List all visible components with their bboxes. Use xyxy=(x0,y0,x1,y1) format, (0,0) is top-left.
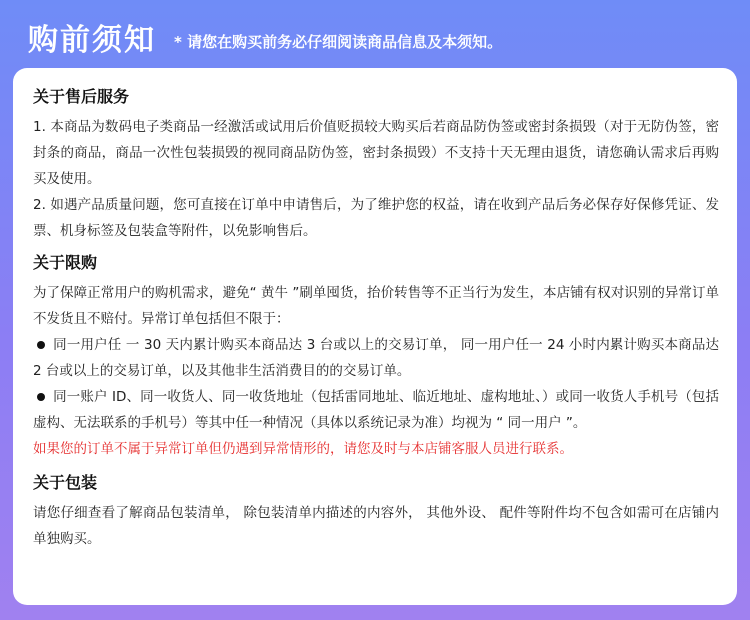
bullet-text: 同一账户 ID、同一收货人、同一收货地址（包括雷同地址、临近地址、虚构地址、）或同一收货人手机号（包括虚构、无法联系的手机号）等其中任一种情况（具体以系统记录为准）均视为 “ 同一用户 ”。 xyxy=(33,389,719,431)
section-purchase-limit xyxy=(33,252,719,462)
page-title: 购前须知 xyxy=(28,23,156,58)
section-title: 关于售后服务 xyxy=(33,87,130,106)
bullet-item xyxy=(33,332,719,384)
section-packaging xyxy=(33,472,719,552)
notice-text: 如果您的订单不属于异常订单但仍遇到异常情形的，请您及时与本店铺客服人员进行联系。 xyxy=(33,441,573,457)
bullet-dot-icon xyxy=(37,341,45,349)
notice-card xyxy=(13,68,737,605)
paragraph: 2. 如遇产品质量问题，您可直接在订单中申请售后，为了维护您的权益，请在收到产品后务必保存好保修凭证、发票、机身标签及包装盒等附件，以免影响售后。 xyxy=(33,197,719,239)
page-subtitle: * 请您在购买前务必仔细阅读商品信息及本须知。 xyxy=(174,32,503,51)
paragraph: 请您仔细查看了解商品包装清单， 除包装清单内描述的内容外， 其他外设、 配件等附件均不包含如需可在店铺内单独购买。 xyxy=(33,505,719,547)
paragraph: 1. 本商品为数码电子类商品一经激活或试用后价值贬损较大购买后若商品防伪签或密封条损毁（对于无防伪签，密封条的商品，商品一次性包装损毁的视同商品防伪签，密封条损毁）不支持十天无理由退货，请您确认需求后再购买及使用。 xyxy=(33,119,719,187)
section-title: 关于包装 xyxy=(33,473,98,492)
bullet-item xyxy=(33,384,719,436)
section-after-sales xyxy=(33,86,719,244)
paragraph: 为了保障正常用户的购机需求，避免“ 黄牛 ”刷单囤货，抬价转售等不正当行为发生，本店铺有权对识别的异常订单不发货且不赔付。异常订单包括但不限于： xyxy=(33,285,719,327)
bullet-text: 同一用户任 一 30 天内累计购买本商品达 3 台或以上的交易订单， 同一用户任一 24 小时内累计购买本商品达 2 台或以上的交易订单，以及其他非生活消费目的的交易订单。 xyxy=(33,337,719,379)
bullet-dot-icon xyxy=(37,393,45,401)
section-title: 关于限购 xyxy=(33,253,98,272)
header xyxy=(28,12,502,62)
